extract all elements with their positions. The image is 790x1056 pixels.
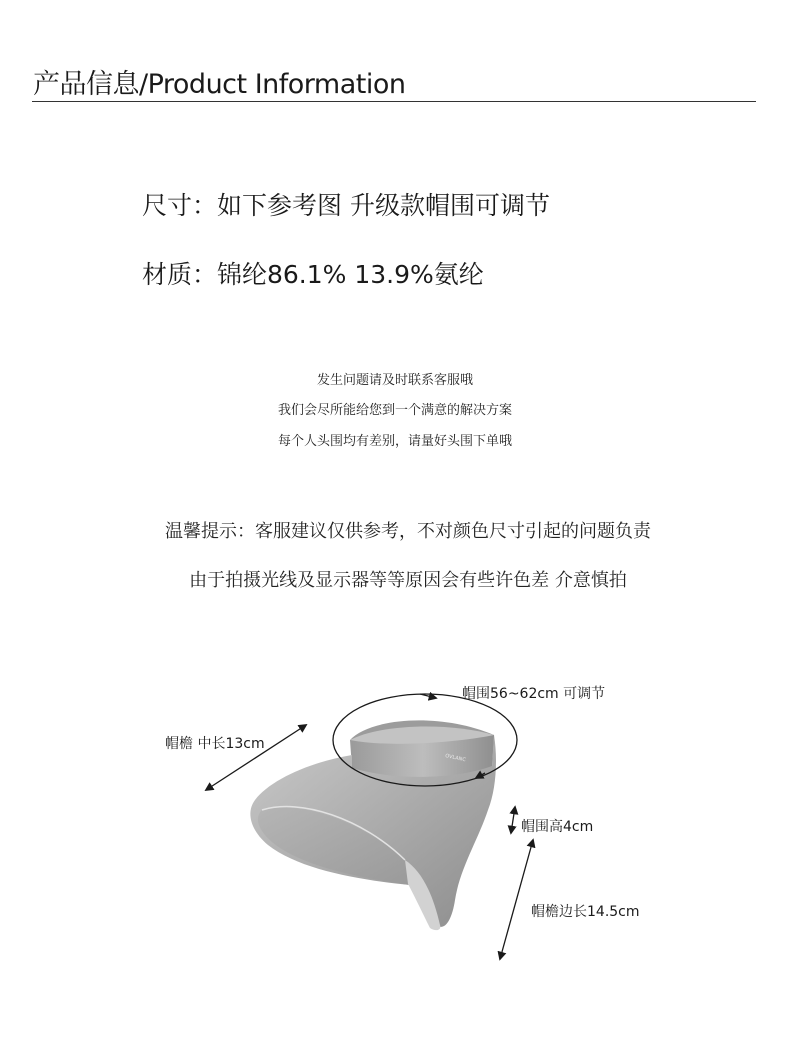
title-divider [32,101,756,102]
brim-edge-label: 帽檐边长14.5cm [531,904,640,920]
warm-tip: 温馨提示：客服建议仅供参考，不对颜色尺寸引起的问题负责 [165,521,651,542]
brand-mark: OVLANC [444,753,467,764]
circumference-label: 帽围56~62cm 可调节 [462,686,606,702]
band-height-arrow-icon [511,807,515,833]
service-note: 发生问题请及时联系客服哦 [316,373,473,388]
sun-visor-hat-image [250,720,496,930]
service-note: 每个人头围均有差别，请量好头围下单哦 [277,434,512,449]
color-disclaimer: 由于拍摄光线及显示器等等原因会有些许色差 介意慎拍 [189,570,627,591]
product-diagram [0,640,790,1056]
band-height-label: 帽围高4cm [521,819,594,835]
brim-edge-arrow-icon [500,840,533,959]
spec-material: 材质：锦纶86.1% 13.9%氨纶 [142,260,484,289]
spec-size: 尺寸：如下参考图 升级款帽围可调节 [142,191,550,220]
brim-middle-label: 帽檐 中长13cm [165,736,265,752]
service-note: 我们会尽所能给您到一个满意的解决方案 [277,403,512,418]
section-title: 产品信息/Product Information [33,69,406,100]
